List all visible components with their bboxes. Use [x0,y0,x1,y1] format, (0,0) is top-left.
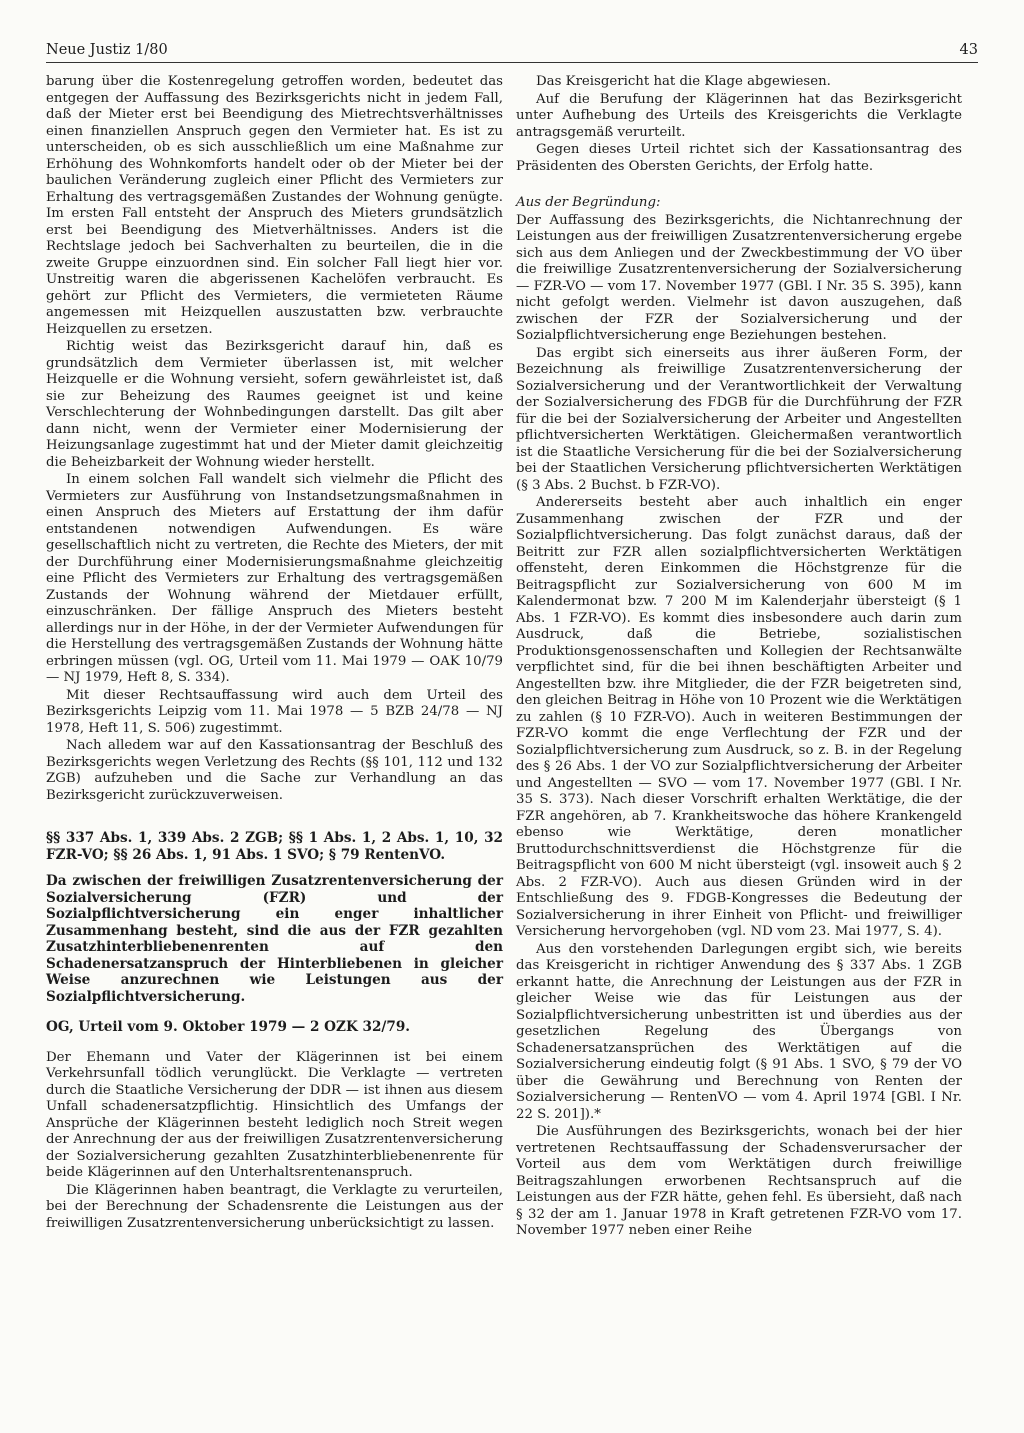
page-number: 43 [959,42,978,58]
paragraph: Auf die Berufung der Klägerinnen hat das Bezirksgericht unter Aufhebung des Urteils des Kreisgerichts die Verklagte antragsgemäß verurteilt. [516,91,962,140]
page-header [46,40,978,63]
paragraph: Der Auffassung des Bezirksgerichts, die Nichtanrechnung der Leistungen aus der freiwilligen Zusatzrentenversicherung ergebe sich aus dem Anliegen und der Zweckbestimmung der VO über die freiwillige Zusatzrentenversicherung der Sozialversicherung — FZR-VO — vom 17. November 1977 (GBl. I Nr. 35 S. 395), kann nicht gefolgt werden. Vielmehr ist davon auszugehen, daß zwischen der FZR der Sozialversicherung und der Sozialpflichtversicherung enge Beziehungen bestehen. [516,212,962,343]
journal-issue: Neue Justiz 1/80 [46,42,168,58]
paragraph: Das ergibt sich einerseits aus ihrer äußeren Form, der Bezeichnung als freiwillige Zusatzrentenversicherung der Sozialversicherung und der Verantwortlichkeit der Verwaltung der Sozialversicherung des FDGB für die Durchführung der FZR für die bei der Sozialversicherung der Arbeiter und Angestellten pflichtversicherten Werktätigen. Gleichermaßen verantwortlich ist die Staatliche Versicherung für die bei der Sozialversicherung bei der Staatlichen Versicherung pflichtversicherten Werktätigen (§ 3 Abs. 2 Buchst. b FZR-VO). [516,345,962,493]
headnote: Da zwischen der freiwilligen Zusatzrentenversicherung der Sozialversicherung (FZR) und der Sozialpflichtversicherung ein enger inhaltlicher Zusammenhang besteht, sind die aus der FZR gezahlten Zusatzhinterbliebenenrenten auf den Schadenersatzanspruch der Hinterbliebenen in gleicher Weise anzurechnen wie Leistungen aus der Sozialpflichtversicherung. [46,873,503,1005]
paragraph: Das Kreisgericht hat die Klage abgewiesen. [536,74,831,89]
paragraph: In einem solchen Fall wandelt sich vielmehr die Pflicht des Vermieters zur Ausführung von Instandsetzungsmaßnahmen in einen Anspruch des Mieters auf Erstattung der ihm dafür entstandenen notwendigen Aufwendungen. Es wäre gesellschaftlich nicht zu vertreten, die Rechte des Mieters, der mit der Durchführung einer Modernisierungsmaßnahme gleichzeitig eine Pflicht des Vermieters zur Erhaltung des vertragsgemäßen Zustands der Wohnung während der Mietdauer erfüllt, einzuschränken. Der fällige Anspruch des Mieters besteht allerdings nur in der Höhe, in der der Vermieter Aufwendungen für die Herstellung des vertragsgemäßen Zustands der Wohnung hätte erbringen müssen (vgl. OG, Urteil vom 11. Mai 1979 — OAK 10/79 — NJ 1979, Heft 8, S. 334). [46,472,503,685]
paragraph: Richtig weist das Bezirksgericht darauf hin, daß es grundsätzlich dem Vermieter überlassen ist, mit welcher Heizquelle er die Wohnung versieht, sofern gewährleistet ist, daß sie zur Beheizung des Raumes geeignet ist und keine Verschlechterung der Wohnbedingungen darstellt. Das gilt aber dann nicht, wenn der Vermieter einer Modernisierung der Heizungsanlage zugestimmt hat und der Mieter damit gleichzeitig die Beheizbarkeit der Wohnung wieder herstellt. [46,339,503,470]
right-column [516,74,962,1241]
statute-citation: §§ 337 Abs. 1, 339 Abs. 2 ZGB; §§ 1 Abs. 1, 2 Abs. 1, 10, 32 FZR-VO; §§ 26 Abs. 1, 91 Abs. 1 SVO; § 79 RentenVO. [46,830,503,863]
paragraph: Der Ehemann und Vater der Klägerinnen ist bei einem Verkehrsunfall tödlich verunglückt. Die Verklagte — vertreten durch die Staatliche Versicherung der DDR — ist ihnen aus diesem Unfall schadenersatzpflichtig. Hinsichtlich des Umfangs der Ansprüche der Klägerinnen besteht lediglich noch Streit wegen der Anrechnung der aus der freiwilligen Zusatzrentenversicherung der Sozialversicherung gezahlten Zusatzhinterbliebenenrente für beide Klägerinnen auf den Unterhaltsrentenanspruch. [46,1049,503,1180]
paragraph: Nach alledem war auf den Kassationsantrag der Beschluß des Bezirksgerichts wegen Verletzung des Rechts (§§ 101, 112 und 132 ZGB) aufzuheben und die Sache zur Verhandlung an das Bezirksgericht zurückzuverweisen. [46,738,503,803]
paragraph: Mit dieser Rechtsauffassung wird auch dem Urteil des Bezirksgerichts Leipzig vom 11. Mai 1978 — 5 BZB 24/78 — NJ 1978, Heft 11, S. 506) zugestimmt. [46,687,503,736]
court-decision-reference: OG, Urteil vom 9. Oktober 1979 — 2 OZK 32/79. [46,1019,411,1035]
paragraph: barung über die Kostenregelung getroffen worden, bedeutet das entgegen der Auffassung des Bezirksgerichts nicht in jedem Fall, daß der Mieter erst bei Beendigung des Mietrechtsverhältnisses einen finanziellen Anspruch gegen den Vermieter hat. Es ist zu unterscheiden, ob es sich ausschließlich um eine Maßnahme zur Erhöhung des Wohnkomforts handelt oder ob der Mieter bei der baulichen Veränderung zugleich einer Pflicht des Vermieters zur Erhaltung des vertragsgemäßen Zustandes der Wohnung genügte. Im ersten Fall entsteht der Anspruch des Mieters grundsätzlich erst bei Beendigung des Mietverhältnisses. Anders ist die Rechtslage jedoch bei Sachverhalten zu beurteilen, die in die zweite Gruppe einzuordnen sind. Ein solcher Fall liegt hier vor. Unstreitig waren die abgerissenen Kachelöfen verbraucht. Es gehört zur Pflicht des Vermieters, die vermieteten Räume angemessen mit Heizquellen auszustatten bzw. verbrauchte Heizquellen zu ersetzen. [46,74,503,337]
paragraph: Die Ausführungen des Bezirksgerichts, wonach bei der hier vertretenen Rechtsauffassung der Schadensverursacher der Vorteil aus dem vom Werktätigen durch freiwillige Beitragszahlungen erworbenen Rechtsanspruch auf die Leistungen aus der FZR hätte, gehen fehl. Es übersieht, daß nach § 32 der am 1. Januar 1978 in Kraft getretenen FZR-VO vom 17. November 1977 neben einer Reihe [516,1124,962,1238]
paragraph: Gegen dieses Urteil richtet sich der Kassationsantrag des Präsidenten des Obersten Gerichts, der Erfolg hatte. [516,142,962,174]
paragraph: Aus den vorstehenden Darlegungen ergibt sich, wie bereits das Kreisgericht in richtiger Anwendung des § 337 Abs. 1 ZGB erkannt hatte, die Anrechnung der Leistungen aus der FZR in gleicher Weise wie das für Leistungen aus der Sozialpflichtversicherung unbestritten ist und überdies aus der gesetzlichen Regelung des Übergangs von Schadenersatzansprüchen des Werktätigen auf die Sozialversicherung eindeutig folgt (§ 91 Abs. 1 SVO, § 79 der VO über die Gewährung und Berechnung von Renten der Sozialversicherung — RentenVO — vom 4. April 1974 [GBl. I Nr. 22 S. 201]).* [516,941,962,1122]
section-heading: Aus der Begründung: [516,195,661,210]
paragraph: Die Klägerinnen haben beantragt, die Verklagte zu verurteilen, bei der Berechnung der Schadensrente die Leistungen aus der freiwilligen Zusatzrentenversicherung unberücksichtigt zu lassen. [46,1182,503,1231]
paragraph: Andererseits besteht aber auch inhaltlich ein enger Zusammenhang zwischen der FZR und der Sozialpflichtversicherung. Das folgt zunächst daraus, daß der Beitritt zur FZR allen sozialpflichtversicherten Werktätigen offensteht, deren Einkommen die Höchstgrenze für die Beitragspflicht zur Sozialversicherung von 600 M im Kalendermonat bzw. 7 200 M im Kalenderjahr übersteigt (§ 1 Abs. 1 FZR-VO). Es kommt dies insbesondere auch darin zum Ausdruck, daß die Betriebe, sozialistischen Produktionsgenossenschaften und Kollegien der Rechtsanwälte verpflichtet sind, für die bei ihnen beschäftigten Arbeiter und Angestellten bzw. ihre Mitglieder, die der FZR beigetreten sind, den gleichen Beitrag in Höhe von 10 Prozent wie die Werktätigen zu zahlen (§ 10 FZR-VO). Auch in weiteren Bestimmungen der FZR-VO kommt die enge Verflechtung der FZR und der Sozialpflichtversicherung zum Ausdruck, so z. B. in der Regelung des § 26 Abs. 1 der VO zur Sozialpflichtversicherung der Arbeiter und Angestellten — SVO — vom 17. November 1977 (GBl. I Nr. 35 S. 373). Nach dieser Vorschrift erhalten Werktätige, die der FZR angehören, ab 7. Krankheitswoche das höhere Krankengeld ebenso wie Werktätige, deren monatlicher Bruttodurchschnittsverdienst die Höchstgrenze für die Beitragspflicht von 600 M nicht übersteigt (vgl. insoweit auch § 2 Abs. 2 FZR-VO). Auch aus diesen Gründen wird in der Entschließung des 9. FDGB-Kongresses die Bedeutung der Sozialversicherung in ihrer Einheit von Pflicht- und freiwilliger Versicherung hervorgehoben (vgl. ND vom 23. Mai 1977, S. 4). [516,495,962,939]
left-column [46,74,503,1233]
